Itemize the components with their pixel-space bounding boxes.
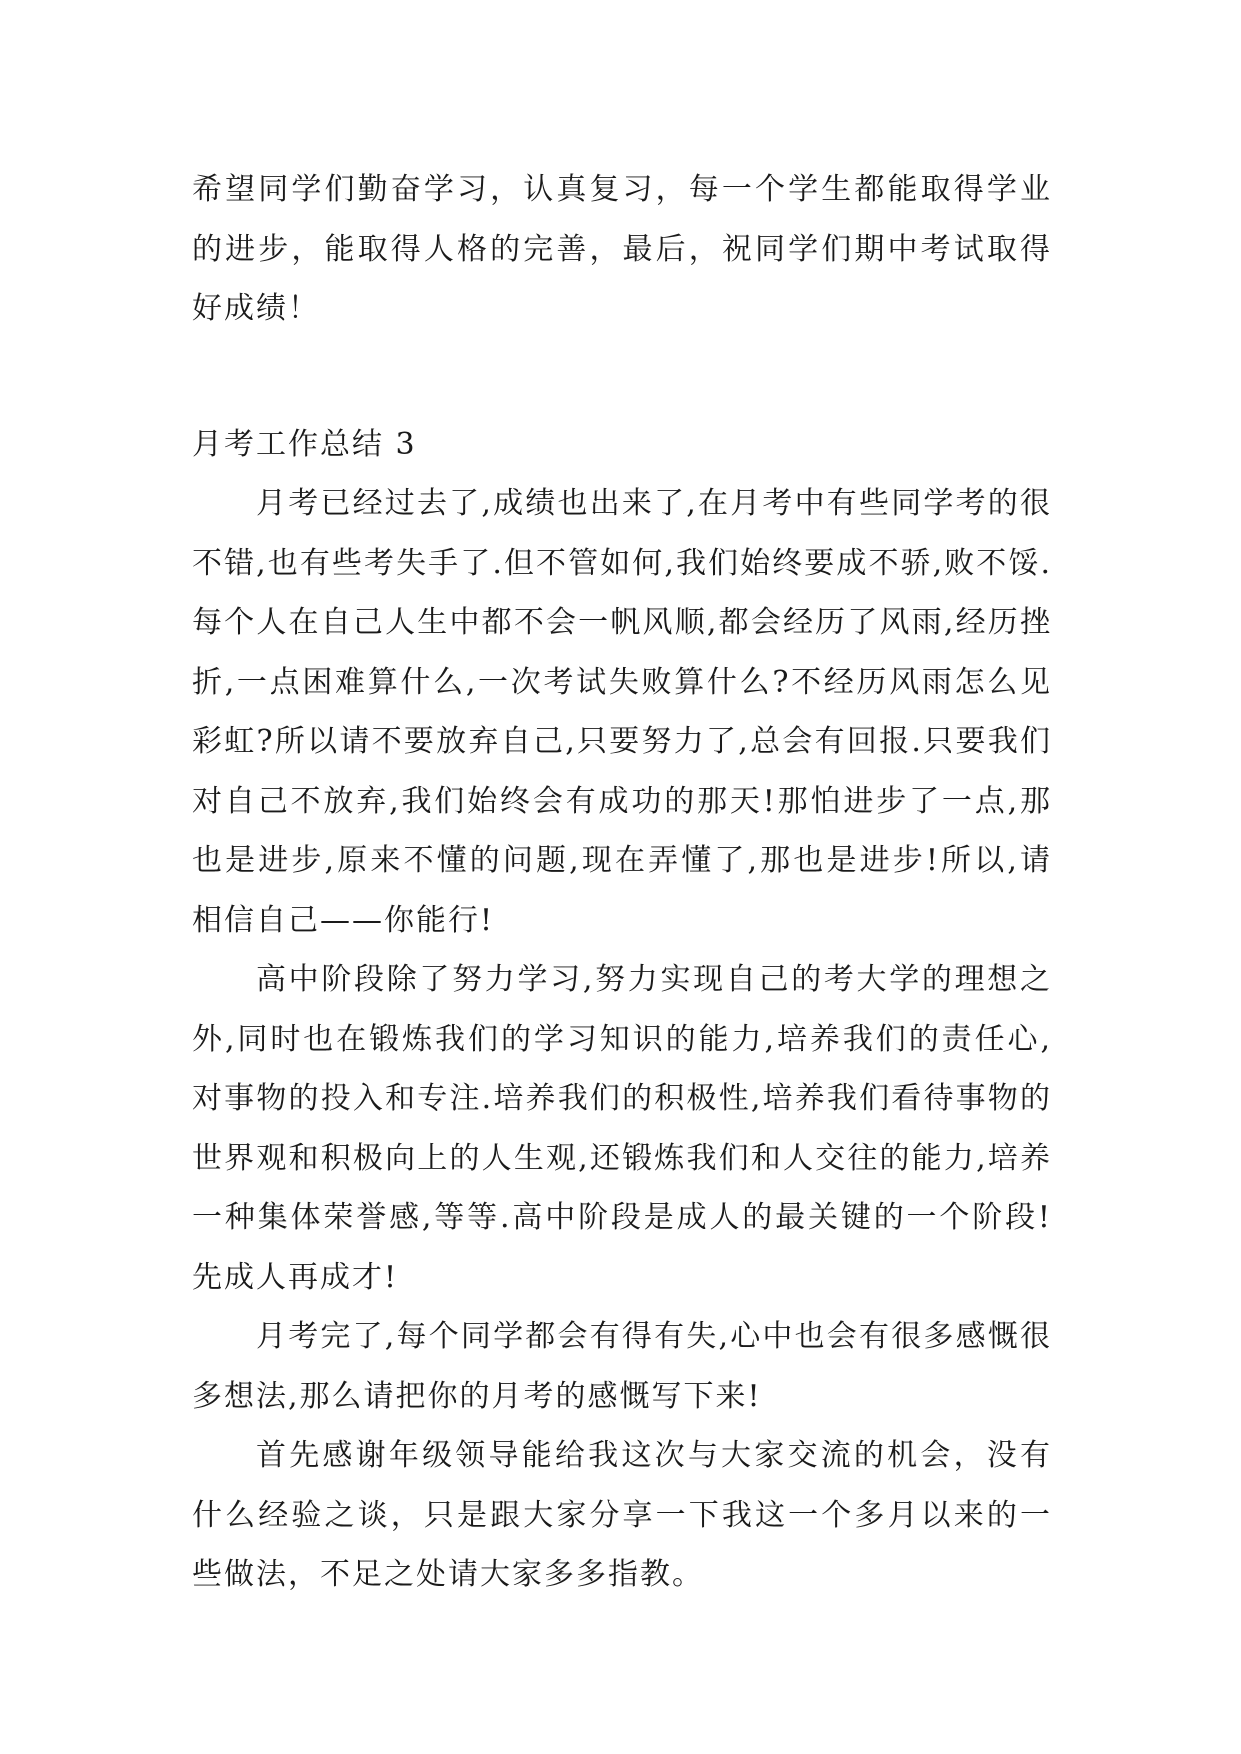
document-body <box>192 160 1052 1605</box>
body-paragraph-4: 首先感谢年级领导能给我这次与大家交流的机会，没有什么经验之谈，只是跟大家分享一下我这一个多月以来的一些做法，不足之处请大家多多指教。 <box>192 1438 1052 1592</box>
body-paragraph-1: 月考已经过去了,成绩也出来了,在月考中有些同学考的很不错,也有些考失手了.但不管如何,我们始终要成不骄,败不馁.每个人在自己人生中都不会一帆风顺,都会经历了风雨,经历挫折,一点困难算什么,一次考试失败算什么?不经历风雨怎么见彩虹?所以请不要放弃自己,只要努力了,总会有回报.只要我们对自己不放弃,我们始终会有成功的那天!那怕进步了一点,那也是进步,原来不懂的问题,现在弄懂了,那也是进步!所以,请相信自己——你能行! <box>192 486 1052 938</box>
section-title: 月考工作总结 3 <box>192 426 417 462</box>
body-paragraph-3: 月考完了,每个同学都会有得有失,心中也会有很多感慨很多想法,那么请把你的月考的感慨写下来! <box>192 1319 1052 1414</box>
intro-paragraph: 希望同学们勤奋学习，认真复习，每一个学生都能取得学业的进步，能取得人格的完善，最后，祝同学们期中考试取得好成绩！ <box>192 172 1052 326</box>
body-paragraph-2: 高中阶段除了努力学习,努力实现自己的考大学的理想之外,同时也在锻炼我们的学习知识的能力,培养我们的责任心,对事物的投入和专注.培养我们的积极性,培养我们看待事物的世界观和积极向上的人生观,还锻炼我们和人交往的能力,培养一种集体荣誉感,等等.高中阶段是成人的最关键的一个阶段!先成人再成才! <box>192 962 1052 1295</box>
